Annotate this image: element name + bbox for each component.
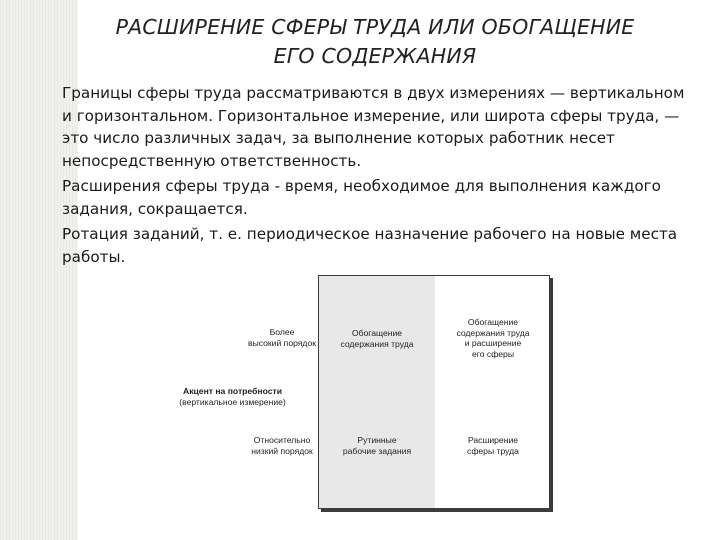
term-breadth: широта сферы труда, (484, 106, 660, 125)
paragraph-breadth-text: — это число различных задач, за выполнение которых работник несет непосредственную ответственность. (62, 106, 680, 170)
cell-job-enrichment-text: Обогащение содержания труда (340, 328, 414, 349)
term-job-rotation: Ротация заданий (62, 225, 200, 243)
paragraph-job-rotation (62, 223, 692, 268)
paragraph-boundaries-text: рассматриваются в двух измерениях — вертикальном и горизонтальном. Горизонтальное измерение, или (62, 84, 685, 125)
matrix-left-column-fill (319, 276, 435, 508)
paragraph-job-enlargement (62, 175, 692, 220)
axis-label-vertical-dimension (160, 397, 305, 408)
row-label-high-order-text: Более высокий порядок (248, 327, 316, 348)
axis-label-line-1: Акцент на потребности (183, 386, 282, 396)
cell-enrichment-and-enlargement (441, 317, 545, 359)
row-label-low-order-text: Относительно низкий порядок (251, 435, 313, 456)
slide-title-line-2: ЕГО СОДЕРЖАНИЯ (273, 44, 477, 68)
slide-title-line-1: РАСШИРЕНИЕ СФЕРЫ ТРУДА ИЛИ ОБОГАЩЕНИЕ (115, 15, 635, 39)
term-job-enlargement: Расширения сферы труда (62, 177, 270, 195)
row-label-high-order (232, 327, 332, 348)
slide-body (62, 82, 692, 271)
cell-job-enlargement-text: Расширение сферы труда (467, 435, 519, 456)
paragraph-job-enlargement-text: - время, необходимое для выполнения каждого задания, сокращается. (62, 177, 661, 218)
paragraph-boundaries (62, 82, 692, 172)
cell-enrichment-and-enlargement-text: Обогащение содержания труда и расширение его сферы (456, 317, 530, 359)
matrix-column-divider (435, 276, 436, 508)
cell-routine-tasks-text: Рутинные рабочие задания (342, 435, 412, 456)
axis-label-line-2: (вертикальное измерение) (179, 397, 286, 407)
cell-routine-tasks (327, 435, 427, 456)
cell-job-enrichment (327, 328, 427, 349)
cell-job-enlargement (441, 435, 545, 456)
slide-title (40, 13, 710, 71)
row-label-low-order (232, 435, 332, 456)
paragraph-job-rotation-text: , т. е. периодическое назначение рабочего на новые места работы. (62, 225, 678, 266)
axis-label-needs-emphasis (160, 386, 305, 397)
term-boundaries: Границы сферы труда (62, 84, 242, 102)
job-design-matrix (318, 275, 550, 509)
